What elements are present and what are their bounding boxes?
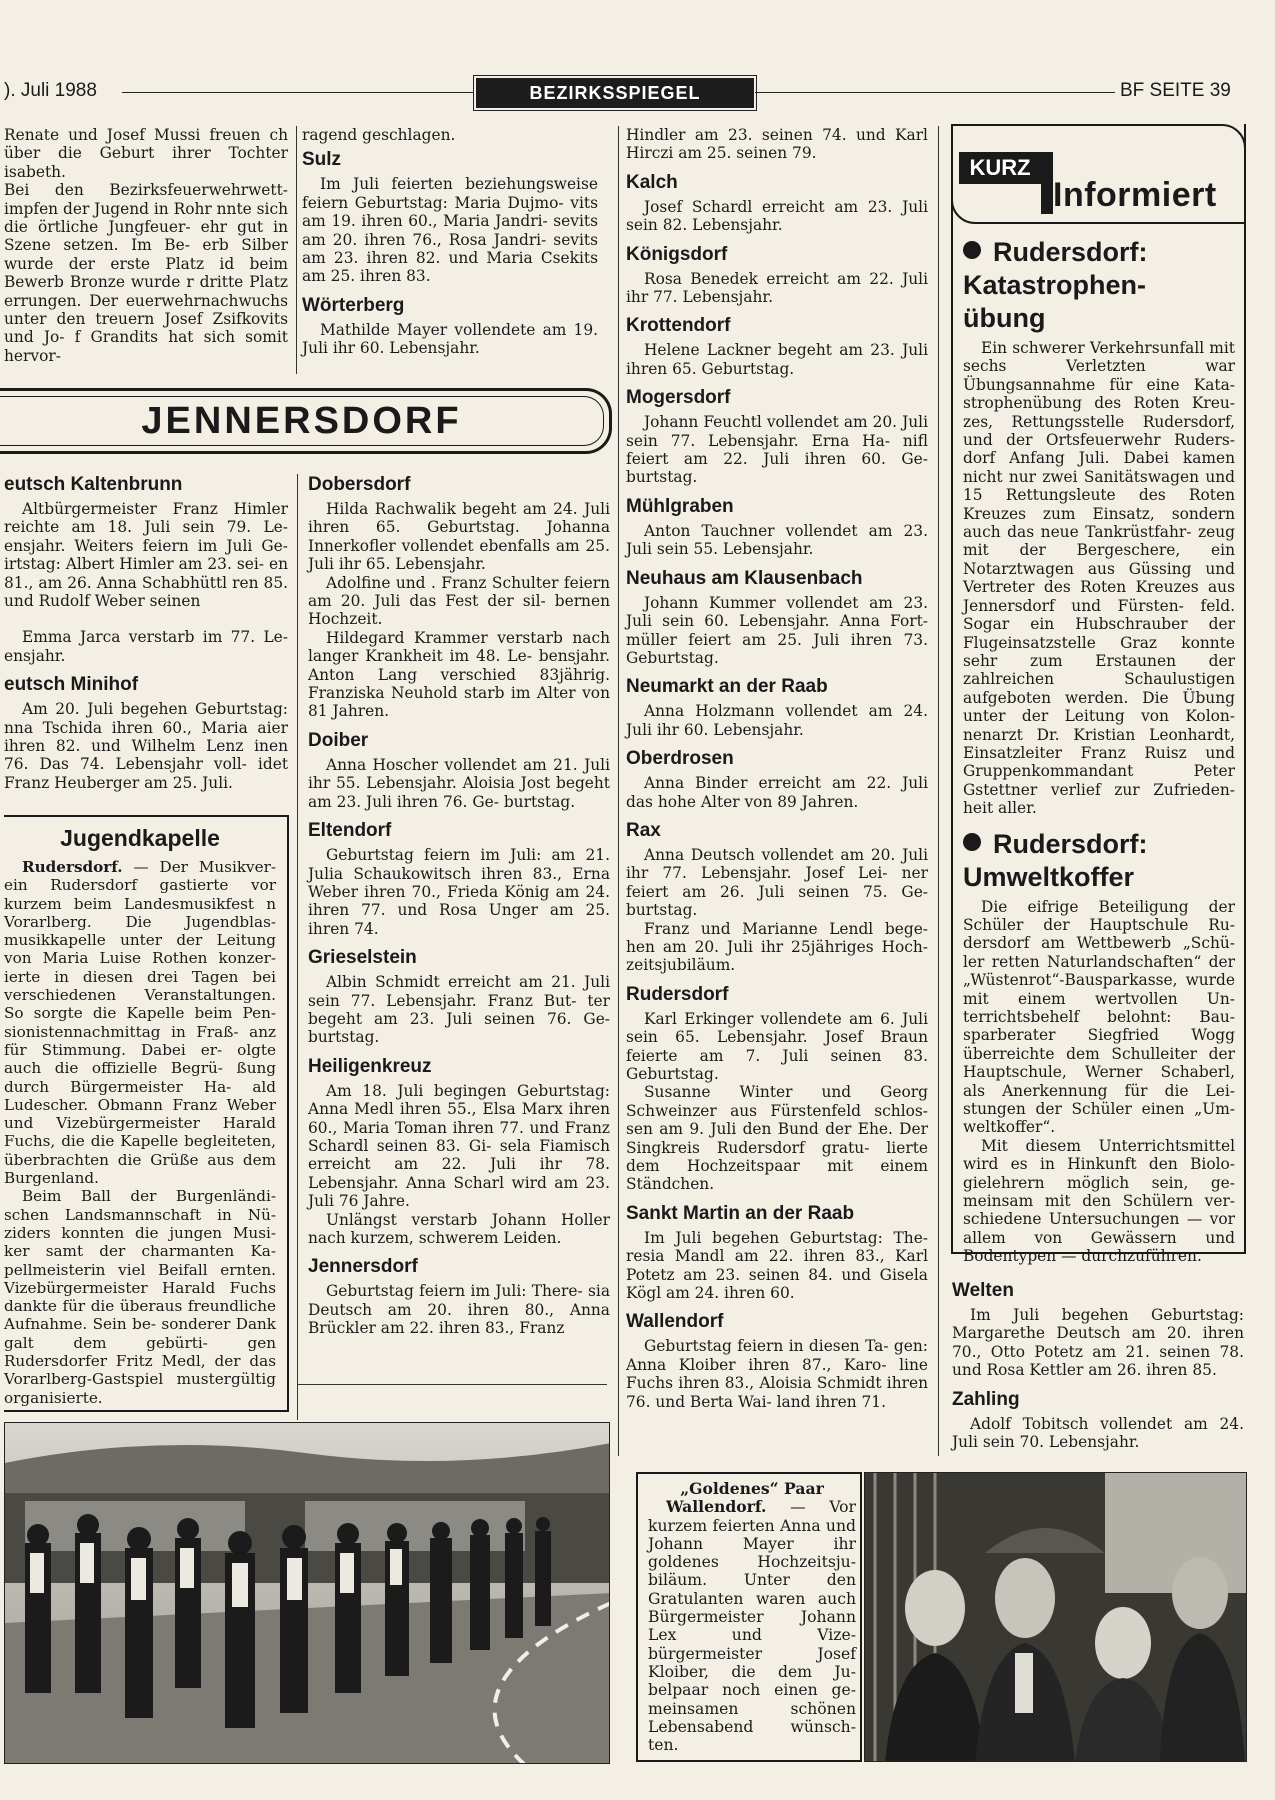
paragraph: — Der Musikver- ein Rudersdorf gastierte vor kurzem beim Landesmusikfest n Vorarlberg. Die Jugendblas- musikkapelle unter der Leitung von Maria Luise Rothen konzer- ierte in diesen drei Tagen bei verschiedenen Veranstaltungen. So sorgte die Kapelle beim Pen- sionistennachmittag in Fraß- anz für Stimmung. Dabei er- olgte auch die offizielle Begrü- ßung durch Bürgermeister Ha- ald Ludescher. Obmann Franz Weber und Vizebürgermeister Harald Fuchs, die die Kapelle begleiteten, überbrachten die Grüße aus dem Burgenland. — [4, 858, 276, 1188]
column-rule — [938, 126, 939, 1456]
dateline: Rudersdorf. — [22, 858, 123, 876]
banner-title: JENNERSDORF — [0, 396, 604, 446]
article-mussi — [4, 126, 288, 365]
paragraph: Mathilde Mayer vollendete am 19. Juli ihr 60. Lebensjahr. — [302, 320, 598, 358]
article-welten-zahling — [952, 1280, 1244, 1451]
paragraph: Hilda Rachwalik begeht am 24. Juli ihren 65. Geburtstag. Johanna Innerkofler vollendet ebenfalls am 25. Juli ihr 65. Lebensjahr. — [308, 500, 610, 574]
paragraph: Emma Jarca verstarb im 77. Le- ensjahr. — [4, 628, 288, 665]
kurz-informiert-box — [951, 124, 1246, 1266]
jugendkapelle-text — [4, 825, 276, 1407]
paragraph: Helene Lackner begeht am 23. Juli ihren 65. Geburtstag. — [626, 341, 928, 378]
heading-neuhaus: Neuhaus am Klausenbach — [626, 567, 863, 589]
heading-doiber: Doiber — [308, 729, 369, 751]
paragraph: Die eifrige Beteiligung der Schüler der Hauptschule Ru- dersdorf am Wettbewerb „Schü- ler retten Naturlandschaften“ der „Wüstenrot“-Bausparkasse, wurde mit einem wertvollen Un- terrichtsbehelf belohnt: Bau- sparberater Siegfried Wogg überreichte dem Schulleiter der Hauptschule, Werner Schaberl, als Anerkennung für die Lei- stungen der Schüler einen „Um- weltkoffer“. — [963, 897, 1235, 1137]
paragraph: Anna Deutsch vollendet am 20. Juli ihr 77. Lebensjahr. Josef Lei- ner feiert am 26. Juli seinen 75. Ge- burtstag. — [626, 845, 928, 920]
heading-wallendorf: Wallendorf — [626, 1311, 724, 1333]
heading-jennersdorf: Jennersdorf — [308, 1256, 418, 1278]
paragraph: Am 20. Juli begehen Geburtstag: nna Tschida ihren 60., Maria aier ihren 82. und Wilhelm Lenz inen 76. Das 74. Lebensjahr voll- idet Franz Heuberger am 25. Juli. — [4, 700, 288, 792]
paragraph: Susanne Winter und Georg Schweinzer aus Fürstenfeld schlos- sen am 9. Juli den Bund der Ehe. Der Singkreis Rudersdorf gratu- lierte dem Hochzeitspaar mit einem Ständchen. — [626, 1083, 928, 1194]
paragraph: Johann Kummer vollendet am 23. Juli sein 60. Lebensjahr. Anna Fort- müller feiert am 25. Juli ihren 73. Geburtstag. — [626, 593, 928, 667]
heading-deutsch-minihof: eutsch Minihof — [4, 674, 139, 696]
heading-muehlgraben: Mühlgraben — [626, 495, 734, 517]
paragraph: Altbürgermeister Franz Himler reichte am 18. Juli sein 79. Le- ensjahr. Weiters feiern im Juli Ge- irtstag: Albert Himler am 23. sei- en 81., am 26. Anna Schabhüttl ren 85. und Rudolf Weber seinen — [4, 500, 288, 611]
paragraph: Albin Schmidt erreicht am 21. Juli sein 77. Lebensjahr. Franz But- ter begeht am 23. Juli seinen 76. Ge- burtstag. — [308, 973, 610, 1047]
column-rule — [297, 474, 298, 1420]
goldenes-paar-box — [636, 1472, 862, 1762]
heading-sulz: Sulz — [302, 149, 342, 171]
header-rule-left — [122, 92, 474, 93]
paragraph: Anna Binder erreicht am 22. Juli das hohe Alter von 89 Jahren. — [626, 774, 928, 811]
paragraph: Anna Holzmann vollendet am 24. Juli ihr 60. Lebensjahr. — [626, 702, 928, 739]
paragraph: Johann Feuchtl vollendet am 20. Juli sein 77. Lebensjahr. Erna Ha- nifl feiert am 22. Juli ihren 60. Ge- burtstag. — [626, 413, 928, 487]
paragraph: Hildegard Krammer verstarb nach langer Krankheit im 48. Le- bensjahr. Anton Lang verschied 83jährig. Franziska Neuhold starb im Alter von 81 Jahren. — [308, 628, 610, 721]
heading-zahling: Zahling — [952, 1388, 1020, 1410]
kurz-informiert-text — [963, 230, 1235, 1266]
paragraph: Josef Schardl erreicht am 23. Juli sein 82. Lebensjahr. — [626, 197, 928, 235]
paragraph: Adolf Tobitsch vollendet am 24. Juli sein 70. Lebensjahr. — [952, 1414, 1244, 1452]
paragraph: Im Juli begehen Geburtstag: The- resia Mandl am 22. ihren 83., Karl Potetz am 23. seinen 84. und Gisela Kögl am 24. ihren 60. — [626, 1228, 928, 1303]
heading-rax: Rax — [626, 819, 661, 841]
article-sulz-woerterberg — [302, 126, 598, 358]
logo-bar — [1041, 152, 1053, 214]
paragraph: Adolfine und . Franz Schulter feiern am 20. Juli das Fest der sil- bernen Hochzeit. — [308, 573, 610, 629]
kurz-informiert-logo — [951, 124, 1246, 224]
paragraph: Hindler am 23. seinen 74. und Karl Hirczi am 25. seinen 79. — [626, 126, 928, 163]
article-deutsch-kaltenbrunn — [4, 474, 288, 792]
heading-eltendorf: Eltendorf — [308, 820, 392, 842]
heading-krottendorf: Krottendorf — [626, 315, 731, 337]
paragraph: Mit diesem Unterrichtsmittel wird es in Hinkunft den Biolo- gielehrern möglich sein, ge- meinsam mit den Schülern ver- schiedene Untersuchungen — vor allem von Gewässern und Bodentypen — durchzuführen. — [963, 1136, 1235, 1266]
heading-mogersdorf: Mogersdorf — [626, 387, 731, 409]
heading-welten: Welten — [952, 1280, 1014, 1301]
header-rule-right — [755, 92, 1115, 93]
heading-kalch: Kalch — [626, 171, 678, 193]
heading-katastrophenuebung: Rudersdorf: Katastrophen- übung — [963, 237, 1148, 333]
article-column-2 — [308, 474, 610, 1338]
kurz-label: KURZ — [959, 152, 1041, 184]
heading-oberdrosen: Oberdrosen — [626, 748, 734, 770]
informiert-label: Informiert — [1053, 176, 1217, 214]
heading-woerterberg: Wörterberg — [302, 294, 405, 316]
paragraph: Geburtstag feiern im Juli: There- sia Deutsch am 20. ihren 80., Anna Brückler am 22. ihren 83., Franz — [308, 1282, 610, 1338]
article-column-3 — [626, 126, 928, 1411]
paragraph: Renate und Josef Mussi freuen ch über die Geburt ihrer Tochter isabeth. — [4, 126, 288, 181]
jugendkapelle-box — [4, 815, 289, 1412]
goldenes-paar-text — [648, 1480, 856, 1754]
paragraph: — Vor kurzem feierten Anna und Johann Mayer ihr goldenes Hochzeitsju- biläum. Unter den Gratulanten waren auch Bürgermeister Johann Lex und Vize- bürgermeister Josef Kloiber, die dem Ju- belpaar noch einen ge- meinsamen schönen Lebensabend wünsch- ten. — [648, 1498, 856, 1755]
paragraph: ragend geschlagen. — [302, 126, 456, 144]
paragraph: Anna Hoscher vollendet am 21. Juli ihr 55. Lebensjahr. Aloisia Jost begeht am 23. Juli ihren 76. Ge- burtstag. — [308, 755, 610, 811]
paragraph: Rosa Benedek erreicht am 22. Juli ihr 77. Lebensjahr. — [626, 269, 928, 307]
column-rule — [618, 126, 619, 1456]
paragraph: Geburtstag feiern in diesen Ta- gen: Anna Kloiber ihren 87., Karo- line Fuchs ihren 83., Aloisia Schmidt ihren 76. und Berta Wai- land ihren 71. — [626, 1337, 928, 1411]
paragraph: Im Juli feierten beziehungsweise feiern Geburtstag: Maria Dujmo- vits am 19. ihren 60., Maria Jandri- sevits am 20. ihren 76., Rosa Jandri- sevits am 23. ihren 82. und Maria Csekits am 25. ihren 83. — [302, 175, 598, 286]
heading-jugendkapelle: Jugendkapelle — [60, 825, 220, 851]
heading-grieselstein: Grieselstein — [308, 947, 417, 969]
rule — [297, 1384, 607, 1385]
bullet-icon — [963, 833, 981, 851]
jennersdorf-banner — [0, 388, 612, 454]
heading-dobersdorf: Dobersdorf — [308, 474, 411, 495]
paragraph: Karl Erkinger vollendete am 6. Juli sein 65. Lebensjahr. Josef Braun feierte am 7. Juli seinen 83. Geburtstag. — [626, 1009, 928, 1083]
section-title: BEZIRKSSPIEGEL — [476, 78, 754, 108]
paragraph: Ein schwerer Verkehrsunfall mit sechs Verletzten war Übungsannahme für eine Kata- strophenübung des Roten Kreu- zes, Rettungsstelle Rudersdorf, und der Ortsfeuerwehr Ruders- dorf Anfang Juli. Dabei kamen nicht nur zwei Sanitätswagen und 15 Rettungsleute des Roten Kreuzes zum Einsatz, sondern auch das neue Tankrüstfahr- zeug mit der Bergeschere, ein Notarztwagen aus Güssing und Vertreter des Roten Kreuzes aus Jennersdorf und Fürsten- feld. Sogar ein Hubschrauber der Flugeinsatzstelle Graz konnte sehr zum Erstaunen der zahlreichen Schaulustigen aufgeboten werden. Die Übung unter der Leitung von Kolon- nenarzt Dr. Kristian Leonhardt, Einsatzleiter Franz Ruisz und Gruppenkommandant Peter Gstettner verlief zur Zufrieden- heit aller. — [963, 339, 1235, 818]
paragraph: Am 18. Juli begingen Geburtstag: Anna Medl ihren 55., Elsa Marx ihren 60., Maria Toman ihren 77. und Franz Schardl seinen 83. Gi- sela Fiamisch erreicht am 22. Juli ihr 78. Lebensjahr. Anna Scharl wird am 23. Juli 76 Jahre. — [308, 1081, 610, 1211]
bullet-icon — [963, 241, 981, 259]
heading-sankt-martin: Sankt Martin an der Raab — [626, 1202, 855, 1224]
page-number: BF SEITE 39 — [1120, 80, 1231, 101]
paragraph: Franz und Marianne Lendl bege- hen am 20. Juli ihr 25jähriges Hoch- zeitsjubiläum. — [626, 919, 928, 975]
paragraph: Im Juli begehen Geburtstag: Margarethe Deutsch am 20. ihren 70., Otto Potetz am 21. seinen 78. und Rosa Kettler am 26. ihren 85. — [952, 1306, 1244, 1380]
page-header — [0, 78, 1275, 108]
paragraph: Unlängst verstarb Johann Holler nach kurzem, schwerem Leiden. — [308, 1210, 610, 1247]
paragraph: Geburtstag feiern im Juli: am 21. Julia Schaukowitsch ihren 83., Erna Weber ihren 70., Frieda König am 24. ihren 77. und Rosa Unger am 25. ihren 74. — [308, 846, 610, 938]
issue-date: ). Juli 1988 — [4, 80, 97, 101]
dateline: Wallendorf. — [666, 1497, 767, 1517]
heading-deutsch-kaltenbrunn: eutsch Kaltenbrunn — [4, 474, 183, 495]
heading-neumarkt: Neumarkt an der Raab — [626, 676, 828, 698]
paragraph: Bei den Bezirksfeuerwehrwett- impfen der Jugend in Rohr nnte sich die örtliche Jungfeuer- ehr gut in Szene setzen. Im Be- erb Silber wurde der erste Platz id beim Bewerb Bronze wurde r dritte Platz errungen. Der euerwehrnachwuchs unter den treuern Josef Zsifkovits und Jo- f Grandits hat sich somit hervor- — [4, 181, 288, 365]
heading-heiligenkreuz: Heiligenkreuz — [308, 1055, 432, 1077]
column-rule — [296, 126, 297, 374]
heading-koenigsdorf: Königsdorf — [626, 243, 728, 265]
paragraph: Anton Tauchner vollendet am 23. Juli sein 55. Lebensjahr. — [626, 521, 928, 559]
paragraph: Beim Ball der Burgenländi- schen Landsmannschaft in Nü- ziders konnten die jungen Musi- ker samt der charmanten Ka- pellmeisterin viel Beifall ernten. Vizebürgermeister Harald Fuchs dankte für die überaus freundliche Aufnahme. Sein be- sonderer Dank galt dem gebürti- gen Rudersdorfer Fritz Medl, der das Vorarlberg-Gastspiel mustergültig organisierte. — [4, 1187, 276, 1407]
caption-title: „Goldenes“ Paar — [680, 1479, 824, 1498]
couple-photo — [864, 1472, 1247, 1762]
band-photo — [4, 1422, 610, 1764]
heading-rudersdorf: Rudersdorf — [626, 983, 729, 1005]
heading-umweltkoffer: Rudersdorf: Umweltkoffer — [963, 828, 1148, 892]
